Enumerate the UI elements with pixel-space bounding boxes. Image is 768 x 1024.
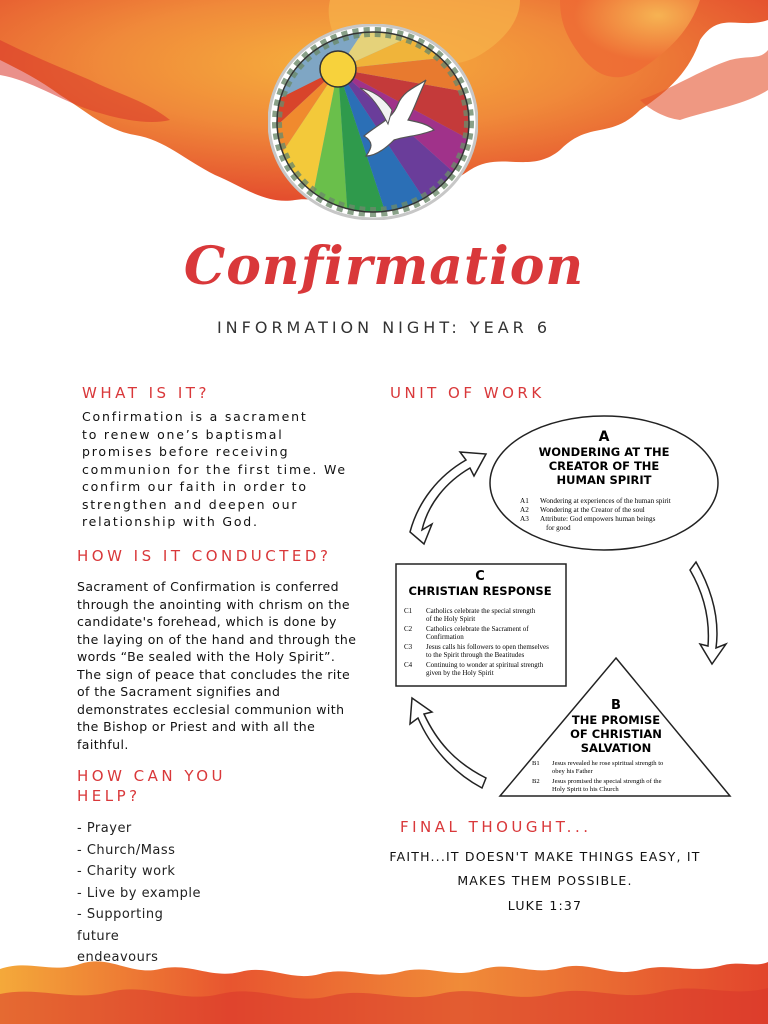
section-c-letter: C [475,569,485,584]
what-line: Confirmation is a sacrament [82,409,308,424]
section-c-item: given by the Holy Spirit [426,669,494,677]
section-b-title-line: OF CHRISTIAN [570,727,662,741]
how-line: candidate's forehead, which is done by [77,614,337,629]
how-line: the laying on of the hand and through the [77,631,357,647]
what-line: confirm our faith in order to [82,479,308,494]
section-b-item: Holy Spirit to his Church [552,786,619,793]
list-item: - Church/Mass [77,842,176,858]
section-a-item: Wondering at experiences of the human spirit [540,497,671,505]
stained-glass-dove-emblem [268,24,478,220]
final-quote-line: MAKES THEM POSSIBLE. [457,873,633,888]
how-conducted-heading: HOW IS IT CONDUCTED? [77,547,332,565]
cycle-arrow-icon [410,452,486,544]
cycle-arrow-icon [410,698,486,788]
what-line: communion for the first time. We [82,461,347,477]
section-c-code: C2 [404,625,413,633]
how-line: faithful. [77,736,129,752]
section-c-item: of the Holy Spirit [426,615,476,623]
list-item: future [77,928,120,944]
section-b-code: B1 [532,760,540,767]
section-c-code: C1 [404,607,413,615]
how-line: through the anointing with chrism on the [77,596,351,612]
list-item: - Live by example [77,885,202,901]
section-b-item: Jesus promised the special strength of the [552,778,662,785]
section-b-code: B2 [532,778,540,785]
section-b-title-line: THE PROMISE [571,713,661,727]
list-item: - Prayer [77,821,132,836]
section-a-code: A2 [520,506,529,514]
what-is-it-paragraph [82,408,372,531]
section-b-item: Jesus revealed he rose spiritual strength to [552,760,664,767]
section-a-code: A3 [520,515,529,523]
section-a-item: for good [546,524,571,532]
how-line: Sacrament of Confirmation is conferred [77,579,339,594]
what-is-it-heading: WHAT IS IT? [82,384,210,402]
section-b-title-line: SALVATION [580,741,652,755]
section-c-item: Catholics celebrate the Sacrament of [426,625,529,633]
what-line: strengthen and deepen our [82,496,299,512]
final-thought-heading: FINAL THOUGHT... [400,818,592,836]
what-line: to renew one’s baptismal [82,426,284,442]
what-line: relationship with God. [82,514,259,529]
page-subtitle: INFORMATION NIGHT: YEAR 6 [216,318,552,337]
how-line: the Bishop or Priest and with all the [77,719,316,734]
section-a-item: Wondering at the Creator of the soul [540,506,645,514]
section-b-item: obey his Father [552,768,593,775]
section-a-item: Attribute: God empowers human beings [540,515,656,523]
section-c-item: Catholics celebrate the special strength [426,607,536,615]
how-line: The sign of peace that concludes the rite [77,666,351,682]
section-c-code: C3 [404,643,413,651]
section-a-title-line: HUMAN SPIRIT [556,473,652,487]
section-c-item: Jesus calls his followers to open themselves [426,643,549,651]
unit-of-work-heading: UNIT OF WORK [390,384,545,402]
section-a-letter: A [598,429,610,445]
how-line: demonstrates ecclesial communion with [77,701,345,717]
page-title: Confirmation [183,236,585,297]
section-b-letter: B [611,698,621,713]
section-a-code: A1 [520,497,529,505]
section-a-title-line: CREATOR OF THE [548,459,660,473]
how-conducted-paragraph [77,578,377,753]
section-c-code: C4 [404,661,413,669]
help-heading [77,766,226,806]
list-item: endeavours [77,950,159,965]
bottom-watercolor-wash [0,924,768,1024]
list-item: - Charity work [77,864,176,879]
what-line: promises before receiving [82,444,290,459]
unit-of-work-diagram [390,412,740,802]
section-c-item: Continuing to wonder at spiritual strength [426,661,544,669]
section-c-title: CHRISTIAN RESPONSE [408,584,552,598]
section-c-item: Confirmation [426,633,464,641]
how-line: words “Be sealed with the Holy Spirit”. [77,649,336,664]
final-quote-line: FAITH...IT DOESN'T MAKE THINGS EASY, IT [389,849,701,864]
how-line: of the Sacrament signifies and [77,684,281,699]
section-a-title-line: WONDERING AT THE [538,445,670,459]
section-c-item: to the Spirit through the Beatitudes [426,651,525,659]
list-item: - Supporting [77,907,164,922]
help-heading-line: HOW CAN YOU [77,767,227,785]
final-quote-reference: LUKE 1:37 [507,898,583,913]
cycle-arrow-icon [690,562,726,664]
help-heading-line: HELP? [77,787,141,805]
